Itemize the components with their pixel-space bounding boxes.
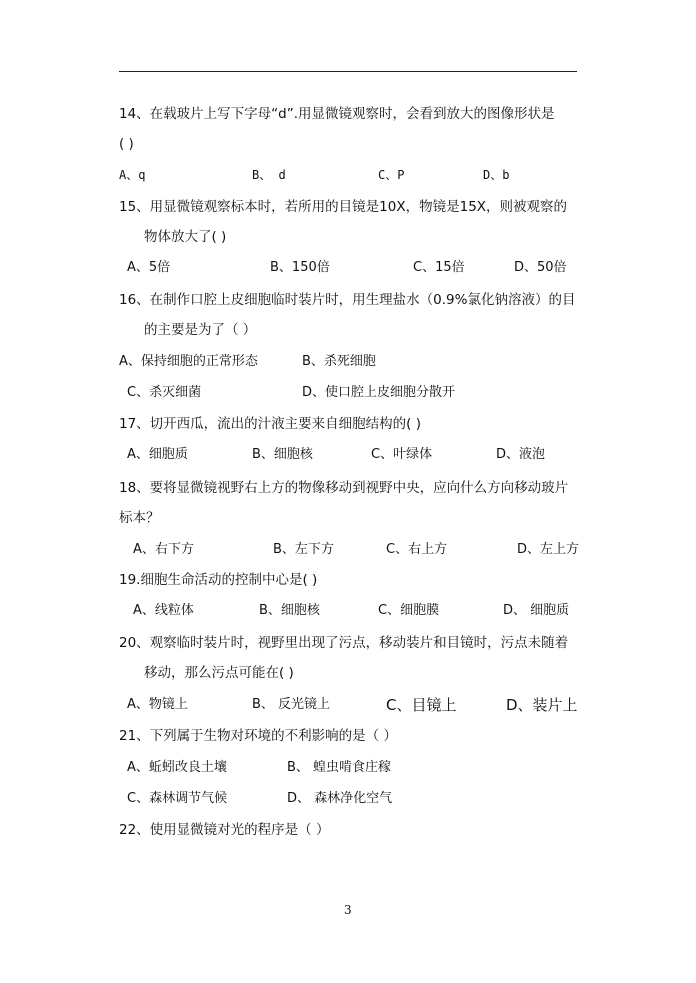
- q18-option-b: B、左下方: [273, 542, 334, 557]
- q17-option-c: C、叶绿体: [371, 447, 433, 462]
- q16-option-c: C、杀灭细菌: [127, 385, 202, 400]
- q15-stem: 15、用显微镜观察标本时，若所用的目镜是10X，物镜是15X，则被观察的: [119, 199, 568, 215]
- q19-option-d: D、 细胞质: [503, 603, 570, 618]
- q19-option-a: A、线粒体: [133, 603, 194, 618]
- q21-stem: 21、下列属于生物对环境的不利影响的是（ ）: [119, 728, 397, 744]
- q16-stem-continued: 的主要是为了（ ）: [144, 322, 257, 338]
- q19-option-c: C、细胞膜: [378, 603, 440, 618]
- q17-option-a: A、细胞质: [127, 447, 188, 462]
- q14-option-b: B、 d: [252, 168, 286, 182]
- q14-option-c: C、P: [378, 168, 405, 182]
- q17-stem: 17、切开西瓜，流出的汁液主要来自细胞结构的( ): [119, 416, 422, 432]
- q18-option-a: A、右下方: [133, 542, 194, 557]
- q20-stem-continued: 移动，那么污点可能在( ): [144, 665, 294, 681]
- q15-option-b: B、150倍: [270, 260, 330, 275]
- q14-stem: 14、在载玻片上写下字母“d”.用显微镜观察时，会看到放大的图像形状是: [119, 106, 555, 122]
- q18-option-c: C、右上方: [386, 542, 448, 557]
- q16-option-b: B、杀死细胞: [302, 354, 376, 369]
- header-rule: [119, 71, 577, 72]
- q21-option-b: B、 蝗虫啃食庄稼: [287, 760, 392, 775]
- q20-option-c: C、目镜上: [386, 696, 457, 714]
- page-number: 3: [344, 903, 352, 917]
- q16-stem: 16、在制作口腔上皮细胞临时装片时，用生理盐水（0.9%氯化钠溶液）的目: [119, 292, 576, 308]
- q17-option-b: B、细胞核: [252, 447, 313, 462]
- q14-option-d: D、b: [483, 168, 510, 182]
- q15-option-c: C、15倍: [413, 260, 465, 275]
- q20-option-b: B、 反光镜上: [252, 697, 331, 712]
- q20-stem: 20、观察临时装片时，视野里出现了污点，移动装片和目镜时，污点未随着: [119, 635, 569, 651]
- q15-option-a: A、5倍: [127, 260, 171, 275]
- q17-option-d: D、液泡: [496, 447, 546, 462]
- q18-option-d: D、左上方: [517, 542, 580, 557]
- q21-option-a: A、蚯蚓改良土壤: [127, 760, 227, 775]
- q14-answer-paren: ( ): [119, 136, 134, 152]
- q18-stem: 18、要将显微镜视野右上方的物像移动到视野中央，应向什么方向移动玻片: [119, 480, 569, 496]
- q21-option-d: D、 森林净化空气: [287, 791, 393, 806]
- q14-option-a: A、q: [119, 168, 146, 182]
- q19-option-b: B、细胞核: [259, 603, 320, 618]
- q18-stem-continued: 标本？: [119, 510, 160, 526]
- q16-option-a: A、保持细胞的正常形态: [119, 354, 258, 369]
- q19-stem: 19.细胞生命活动的控制中心是( ): [119, 572, 318, 588]
- q16-option-d: D、使口腔上皮细胞分散开: [302, 385, 456, 400]
- q20-option-d: D、装片上: [506, 696, 578, 714]
- q21-option-c: C、森林调节气候: [127, 791, 228, 806]
- q20-option-a: A、物镜上: [127, 697, 188, 712]
- q22-stem: 22、使用显微镜对光的程序是（ ）: [119, 822, 330, 838]
- q15-option-d: D、50倍: [514, 260, 567, 275]
- q15-stem-continued: 物体放大了( ): [144, 229, 227, 245]
